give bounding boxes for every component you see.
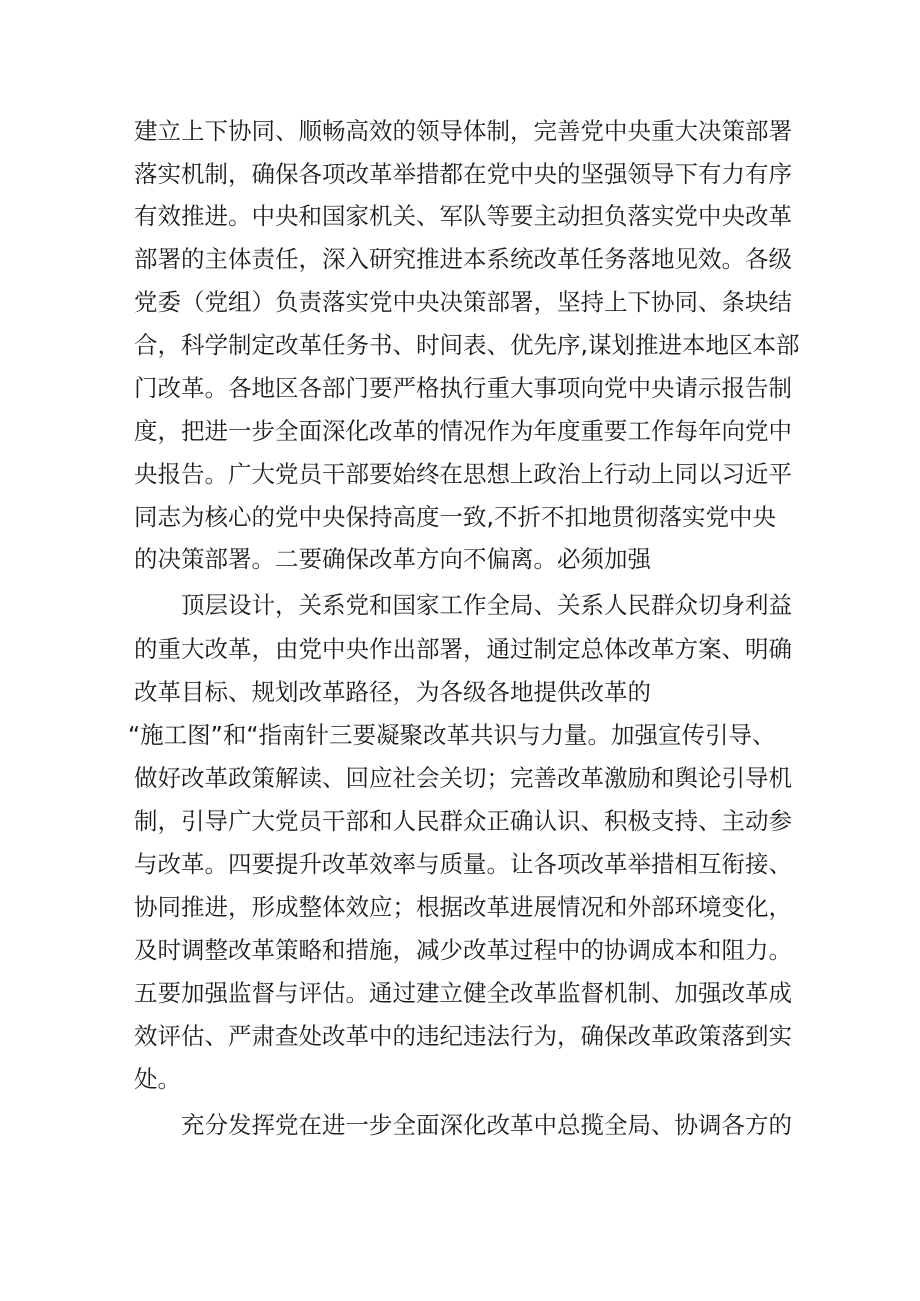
text-line: 及时调整改革策略和措施，减少改革过程中的协调成本和阻力。 xyxy=(134,936,792,964)
text-line: 同志为核心的党中央保持高度一致,不折不扣地贯彻落实党中央 xyxy=(134,503,776,531)
text-line: 合，科学制定改革任务书、时间表、优先序,谋划推进本地区本部 xyxy=(134,331,800,359)
paragraph-first-line: 充分发挥党在进一步全面深化改革中总揽全局、协调各方的 xyxy=(181,1111,792,1139)
text-line: 与改革。四要提升改革效率与质量。让各项改革举措相互衔接、 xyxy=(134,850,792,878)
text-line: 处。 xyxy=(134,1065,181,1093)
text-line: 的决策部署。二要确保改革方向不偏离。必须加强 xyxy=(134,545,651,573)
text-line: 改革目标、规划改革路径，为各级各地提供改革的 xyxy=(134,678,651,706)
text-line: 制，引导广大党员干部和人民群众正确认识、积极支持、主动参 xyxy=(134,807,792,835)
text-line: 门改革。各地区各部门要严格执行重大事项向党中央请示报告制 xyxy=(134,374,792,402)
text-line: 度，把进一步全面深化改革的情况作为年度重要工作每年向党中 xyxy=(134,417,792,445)
text-line: 党委（党组）负责落实党中央决策部署，坚持上下协同、条块结 xyxy=(134,288,792,316)
paragraph-first-line: 顶层设计，关系党和国家工作全局、关系人民群众切身利益 xyxy=(181,591,792,619)
text-line: 建立上下协同、顺畅高效的领导体制，完善党中央重大决策部署 xyxy=(134,117,792,145)
text-line: 落实机制，确保各项改革举措都在党中央的坚强领导下有力有序 xyxy=(134,160,792,188)
text-line: 效评估、严肃查处改革中的违纪违法行为，确保改革政策落到实 xyxy=(134,1022,792,1050)
text-line: “施工图”和“指南针三要凝聚改革共识与力量。加强宣传引导、 xyxy=(128,721,776,749)
text-line: 央报告。广大党员干部要始终在思想上政治上行动上同以习近平 xyxy=(134,460,792,488)
text-line: 的重大改革，由党中央作出部署，通过制定总体改革方案、明确 xyxy=(134,635,792,663)
text-line: 做好改革政策解读、回应社会关切；完善改革激励和舆论引导机 xyxy=(134,764,792,792)
text-line: 有效推进。中央和国家机关、军队等要主动担负落实党中央改革 xyxy=(134,202,792,230)
text-line: 协同推进，形成整体效应；根据改革进展情况和外部环境变化， xyxy=(134,893,792,921)
text-line: 五要加强监督与评估。通过建立健全改革监督机制、加强改革成 xyxy=(134,979,792,1007)
text-line: 部署的主体责任，深入研究推进本系统改革任务落地见效。各级 xyxy=(134,245,792,273)
